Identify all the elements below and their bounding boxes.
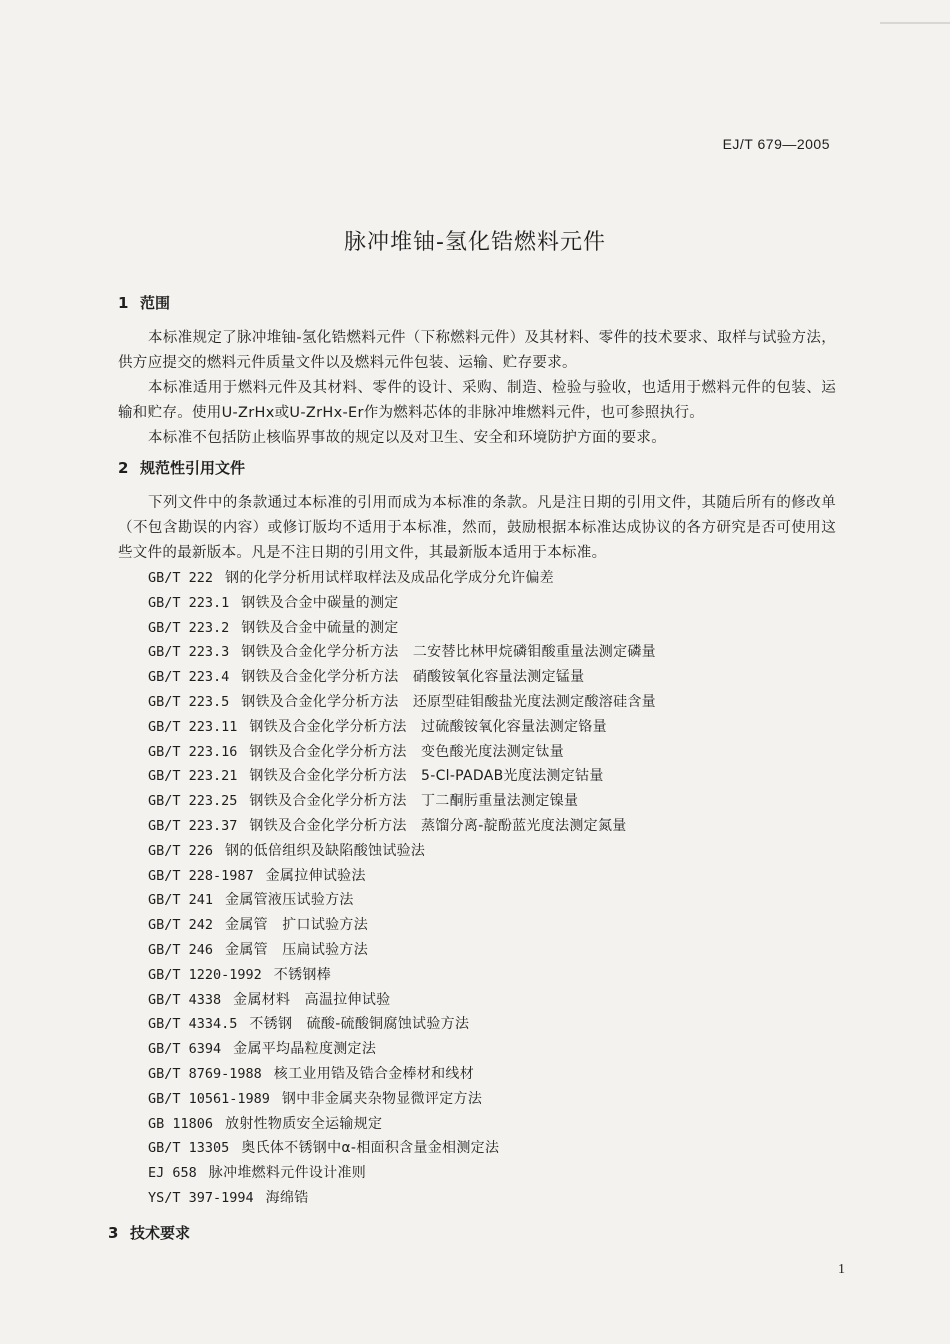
reference-title: 钢铁及合金化学分析方法 二安替比林甲烷磷钼酸重量法测定磷量 bbox=[241, 644, 656, 661]
reference-code: EJ 658 bbox=[148, 1165, 197, 1182]
reference-item bbox=[148, 690, 656, 715]
reference-title: 钢铁及合金中碳量的测定 bbox=[241, 594, 399, 611]
section-2-paragraph-1: 下列文件中的条款通过本标准的引用而成为本标准的条款。凡是注日期的引用文件，其随后所有的修改单（不包含勘误的内容）或修订版均不适用于本标准，然而，鼓励根据本标准达成协议的各方研究是否可使用这些文件的最新版本。凡是不注日期的引用文件，其最新版本适用于本标准。 bbox=[118, 495, 836, 561]
reference-item bbox=[148, 566, 656, 591]
reference-item bbox=[148, 665, 656, 690]
reference-title: 金属管 压扁试验方法 bbox=[225, 941, 369, 958]
reference-title: 钢中非金属夹杂物显微评定方法 bbox=[281, 1090, 483, 1107]
reference-item bbox=[148, 640, 656, 665]
reference-title: 钢铁及合金化学分析方法 还原型硅钼酸盐光度法测定酸溶硅含量 bbox=[241, 693, 656, 710]
reference-code: YS/T 397-1994 bbox=[148, 1189, 254, 1206]
reference-item bbox=[148, 616, 656, 641]
reference-item bbox=[148, 715, 656, 740]
reference-code: GB/T 223.25 bbox=[148, 793, 238, 810]
reference-title: 不锈钢棒 bbox=[273, 966, 331, 983]
reference-code: GB/T 222 bbox=[148, 570, 214, 586]
reference-title: 金属平均晶粒度测定法 bbox=[233, 1041, 377, 1058]
reference-title: 钢铁及合金化学分析方法 变色酸光度法测定钛量 bbox=[249, 743, 565, 760]
reference-item bbox=[148, 1161, 656, 1186]
reference-title: 金属拉伸试验法 bbox=[265, 867, 366, 884]
reference-item bbox=[148, 789, 656, 814]
reference-title: 钢铁及合金化学分析方法 5-Cl-PADAB光度法测定钴量 bbox=[249, 768, 604, 785]
reference-title: 放射性物质安全运输规定 bbox=[225, 1115, 383, 1132]
reference-item bbox=[148, 963, 656, 988]
section-number: 3 bbox=[108, 1224, 119, 1242]
reference-title: 金属材料 高温拉伸试验 bbox=[233, 991, 391, 1008]
reference-title: 核工业用锆及锆合金棒材和线材 bbox=[273, 1065, 474, 1082]
reference-code: GB/T 6394 bbox=[148, 1041, 222, 1058]
reference-item bbox=[148, 814, 656, 839]
reference-code: GB/T 223.1 bbox=[148, 594, 230, 611]
section-number: 2 bbox=[118, 459, 129, 477]
reference-title: 钢的化学分析用试样取样法及成品化学成分允许偏差 bbox=[225, 570, 554, 586]
reference-code: GB/T 223.16 bbox=[148, 743, 238, 760]
reference-title: 钢铁及合金化学分析方法 硝酸铵氧化容量法测定锰量 bbox=[241, 669, 585, 686]
reference-item bbox=[148, 1087, 656, 1112]
reference-item bbox=[148, 764, 656, 789]
section-title: 范围 bbox=[140, 294, 171, 312]
reference-title: 钢铁及合金化学分析方法 丁二酮肟重量法测定镍量 bbox=[249, 793, 579, 810]
section-title: 规范性引用文件 bbox=[140, 459, 246, 477]
reference-code: GB/T 242 bbox=[148, 917, 214, 934]
reference-title: 钢铁及合金化学分析方法 过硫酸铵氧化容量法测定铬量 bbox=[249, 718, 607, 735]
reference-code: GB/T 223.5 bbox=[148, 693, 230, 710]
section-2-heading bbox=[118, 457, 245, 478]
reference-title: 钢的低倍组织及缺陷酸蚀试验法 bbox=[225, 842, 426, 859]
section-1-paragraph-1: 本标准规定了脉冲堆铀-氢化锆燃料元件（下称燃料元件）及其材料、零件的技术要求、取样与试验方法，供方应提交的燃料元件质量文件以及燃料元件包装、运输、贮存要求。 bbox=[118, 330, 836, 371]
reference-item bbox=[148, 938, 656, 963]
page-number: 1 bbox=[838, 1262, 845, 1277]
reference-title: 脉冲堆燃料元件设计准则 bbox=[208, 1165, 367, 1182]
scan-edge-mark bbox=[880, 22, 950, 24]
reference-item bbox=[148, 839, 656, 864]
reference-code: GB/T 228-1987 bbox=[148, 867, 254, 884]
reference-code: GB 11806 bbox=[148, 1115, 214, 1132]
reference-code: GB/T 246 bbox=[148, 941, 214, 958]
reference-title: 钢铁及合金中硫量的测定 bbox=[241, 619, 399, 636]
reference-title: 不锈钢 硫酸-硫酸铜腐蚀试验方法 bbox=[249, 1016, 470, 1033]
reference-title: 金属管 扩口试验方法 bbox=[225, 917, 369, 934]
reference-code: GB/T 10561-1989 bbox=[148, 1090, 270, 1107]
reference-item bbox=[148, 1012, 656, 1037]
reference-code: GB/T 226 bbox=[148, 842, 214, 859]
reference-item bbox=[148, 1037, 656, 1062]
reference-item bbox=[148, 1062, 656, 1087]
section-1-paragraph-3: 本标准不包括防止核临界事故的规定以及对卫生、安全和环境防护方面的要求。 bbox=[148, 430, 666, 446]
reference-code: GB/T 4334.5 bbox=[148, 1016, 238, 1033]
section-number: 1 bbox=[118, 294, 129, 312]
section-1-heading bbox=[118, 292, 170, 313]
reference-code: GB/T 223.37 bbox=[148, 817, 238, 834]
section-title: 技术要求 bbox=[130, 1224, 191, 1242]
reference-code: GB/T 13305 bbox=[148, 1140, 230, 1157]
reference-item bbox=[148, 864, 656, 889]
reference-code: GB/T 223.3 bbox=[148, 644, 230, 661]
reference-code: GB/T 1220-1992 bbox=[148, 966, 262, 983]
reference-title: 海绵锆 bbox=[265, 1189, 309, 1206]
reference-code: GB/T 223.4 bbox=[148, 669, 230, 686]
reference-item bbox=[148, 591, 656, 616]
reference-code: GB/T 4338 bbox=[148, 991, 222, 1008]
reference-code: GB/T 223.2 bbox=[148, 619, 230, 636]
reference-item bbox=[148, 888, 656, 913]
reference-code: GB/T 241 bbox=[148, 892, 214, 909]
reference-title: 金属管液压试验方法 bbox=[225, 892, 354, 909]
reference-item bbox=[148, 740, 656, 765]
section-3-heading bbox=[108, 1222, 190, 1243]
document-title: 脉冲堆铀-氢化锆燃料元件 bbox=[344, 230, 606, 255]
reference-title: 奥氏体不锈钢中α-相面积含量金相测定法 bbox=[241, 1140, 500, 1157]
reference-item bbox=[148, 1136, 656, 1161]
normative-references-list bbox=[148, 566, 656, 1211]
document-code: EJ/T 679—2005 bbox=[722, 136, 830, 152]
reference-code: GB/T 223.11 bbox=[148, 718, 238, 735]
reference-title: 钢铁及合金化学分析方法 蒸馏分离-靛酚蓝光度法测定氮量 bbox=[249, 817, 627, 834]
reference-item bbox=[148, 1112, 656, 1137]
reference-code: GB/T 8769-1988 bbox=[148, 1065, 262, 1082]
reference-item bbox=[148, 988, 656, 1013]
reference-item bbox=[148, 1186, 656, 1211]
section-1-paragraph-2: 本标准适用于燃料元件及其材料、零件的设计、采购、制造、检验与验收，也适用于燃料元件的包装、运输和贮存。使用U-ZrHx或U-ZrHx-Er作为燃料芯体的非脉冲堆燃料元件，也可参照执行。 bbox=[118, 380, 836, 421]
reference-item bbox=[148, 913, 656, 938]
reference-code: GB/T 223.21 bbox=[148, 768, 238, 785]
